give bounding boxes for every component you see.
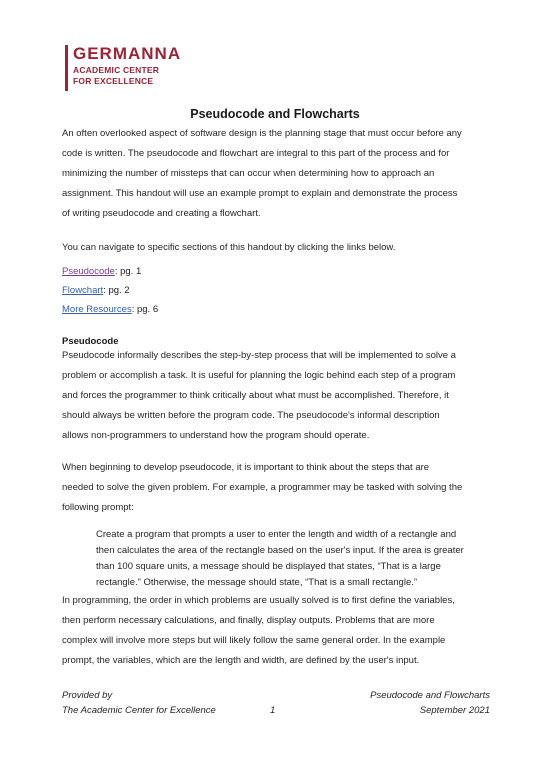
link-pseudocode[interactable]: Pseudocode [62,266,115,277]
navigate-text: You can navigate to specific sections of this handout by clicking the links below. [62,242,396,253]
order-paragraph [62,591,492,671]
pseudocode-line: problem or accomplish a task. It is useful for planning the logic behind each step of a program [62,370,456,381]
section-heading-pseudocode: Pseudocode [62,336,119,347]
footer-page-number: 1 [270,705,276,716]
document-title: Pseudocode and Flowcharts [190,107,360,121]
link-page-flowchart: : pg. 2 [103,285,130,296]
logo-subtitle-line1: ACADEMIC CENTER [73,65,160,75]
pseudocode-paragraph [62,346,492,446]
footer-date: September 2021 [419,705,490,716]
pseudocode-line: allows non-programmers to understand how the program should operate. [62,430,370,441]
link-more-resources[interactable]: More Resources [62,304,132,315]
link-page-pseudocode: : pg. 1 [114,266,142,277]
pseudocode-line: and forces the programmer to think critically about what must be accomplished. Therefore, it [62,390,449,401]
intro-line: minimizing the number of missteps that can occur when determining how to approach an [62,168,435,179]
link-row-flowchart [62,281,158,300]
footer-doc-title: Pseudocode and Flowcharts [370,690,490,701]
intro-paragraph [62,124,492,224]
prompt-line: then calculates the area of the rectangle based on the user's input. If the area is greater [96,545,464,556]
order-line: then perform necessary calculations, and finally, display outputs. Problems that are more [62,615,435,626]
intro-line: An often overlooked aspect of software design is the planning stage that must occur before any [62,128,462,139]
link-flowchart[interactable]: Flowchart [62,285,104,296]
order-line: prompt, the variables, which are the length and width, are defined by the user's input. [62,655,420,666]
section-links [62,262,158,319]
footer-organization: The Academic Center for Excellence [62,705,216,716]
logo-subtitle-line2: FOR EXCELLENCE [73,76,154,86]
prompt-line: than 100 square units, a message should be displayed that states, “That is a large [96,561,441,572]
order-line: In programming, the order in which problems are usually solved is to first define the variables, [62,595,455,606]
intro-line: of writing pseudocode and creating a flowchart. [62,208,261,219]
beginning-line: following prompt: [62,502,134,513]
order-line: complex will involve more steps but will likely follow the same general order. In the example [62,635,446,646]
beginning-line: needed to solve the given problem. For example, a programmer may be tasked with solving the [62,482,463,493]
footer-provided-by: Provided by [62,690,113,701]
prompt-line: Create a program that prompts a user to enter the length and width of a rectangle and [96,529,457,540]
prompt-line: rectangle.” Otherwise, the message should state, “That is a small rectangle.” [96,577,418,588]
intro-line: assignment. This handout will use an example prompt to explain and demonstrate the process [62,188,458,199]
pseudocode-line: should always be written before the program code. The pseudocode's informal description [62,410,440,421]
example-prompt [96,527,496,591]
link-page-more-resources: : pg. 6 [131,304,159,315]
navigate-paragraph [62,238,492,258]
page-footer [62,688,490,718]
pseudocode-line: Pseudocode informally describes the step-by-step process that will be implemented to solve a [62,350,456,361]
beginning-line: When beginning to develop pseudocode, it is important to think about the steps that are [62,462,430,473]
link-row-pseudocode [62,262,158,281]
logo-accent-bar [65,45,68,91]
logo-name: GERMANNA [73,44,182,63]
intro-line: code is written. The pseudocode and flowchart are integral to this part of the process and for [62,148,450,159]
beginning-paragraph [62,458,492,518]
link-row-more-resources [62,300,158,319]
